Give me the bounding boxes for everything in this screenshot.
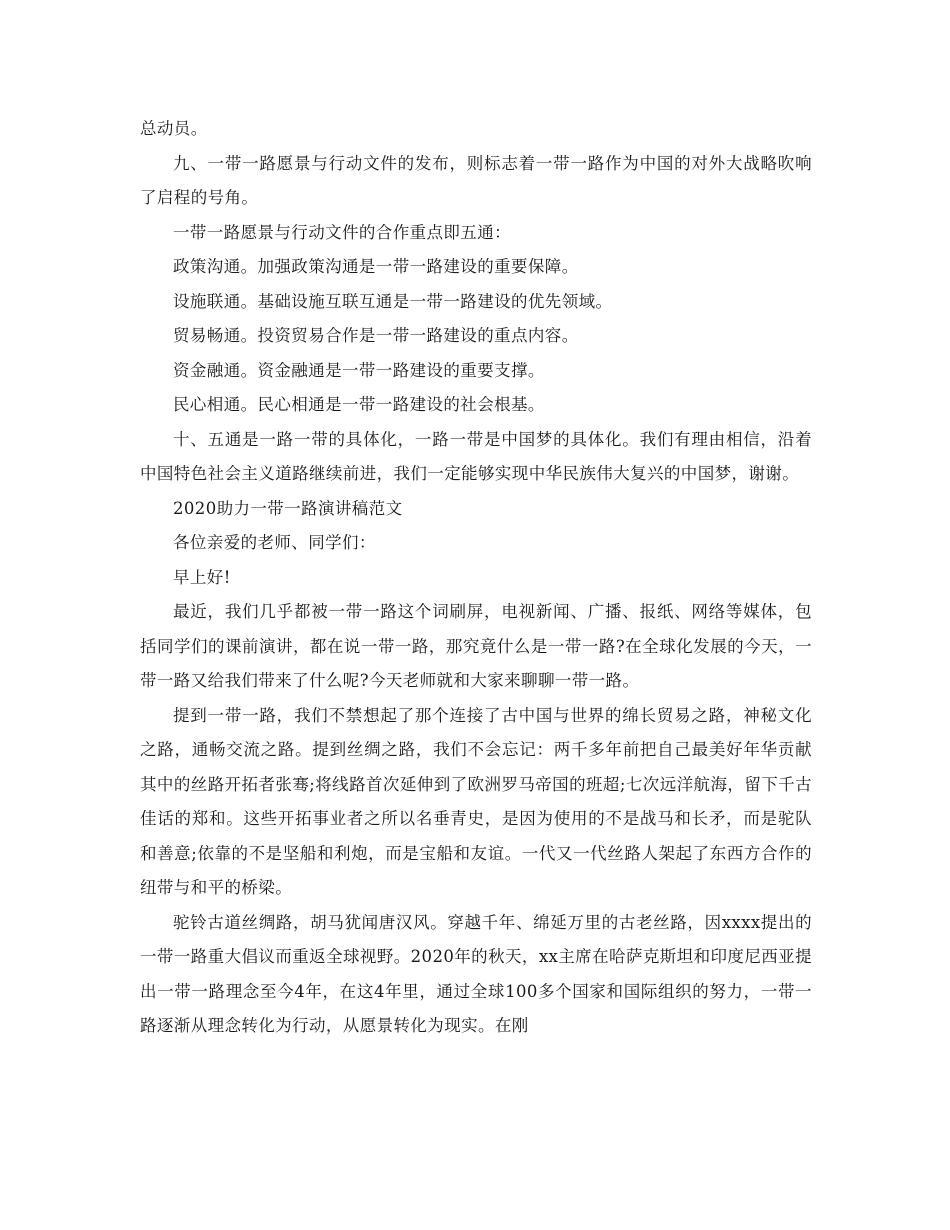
section-title: 2020助力一带一路演讲稿范文	[173, 498, 403, 518]
paragraph: 总动员。	[140, 119, 208, 138]
salutation: 各位亲爱的老师、同学们：	[173, 533, 376, 552]
paragraph: 民心相通。民心相通是一带一路建设的社会根基。	[173, 395, 545, 414]
paragraph: 十、五通是一路一带的具体化，一路一带是中国梦的具体化。我们有理由相信，沿着中国特色社会主义道路继续前进，我们一定能够实现中华民族伟大复兴的中国梦，谢谢。	[140, 429, 812, 483]
paragraph: 一带一路愿景与行动文件的合作重点即五通：	[173, 222, 511, 242]
greeting: 早上好!	[173, 567, 231, 587]
document-body	[140, 112, 812, 1044]
paragraph: 驼铃古道丝绸路，胡马犹闻唐汉风。穿越千年、绵延万里的古老丝路，因xxxx提出的一带一路重大倡议而重返全球视野。2020年的秋天，xx主席在哈萨克斯坦和印度尼西亚提出一带一路理念至今4年，在这4年里，通过全球100多个国家和国际组织的努力，一带一路逐渐从理念转化为行动，从愿景转化为现实。在刚	[140, 912, 812, 1035]
paragraph: 提到一带一路，我们不禁想起了那个连接了古中国与世界的绵长贸易之路，神秘文化之路，通畅交流之路。提到丝绸之路，我们不会忘记：两千多年前把自己最美好年华贡献其中的丝路开拓者张骞;将线路首次延伸到了欧洲罗马帝国的班超;七次远洋航海，留下千古佳话的郑和。这些开拓事业者之所以名垂青史，是因为使用的不是战马和长矛，而是驼队和善意;依靠的不是坚船和利炮，而是宝船和友谊。一代又一代丝路人架起了东西方合作的纽带与和平的桥梁。	[140, 705, 812, 897]
paragraph: 资金融通。资金融通是一带一路建设的重要支撑。	[173, 360, 545, 380]
paragraph: 九、一带一路愿景与行动文件的发布，则标志着一带一路作为中国的对外大战略吹响了启程的号角。	[140, 153, 812, 207]
paragraph: 最近，我们几乎都被一带一路这个词刷屏，电视新闻、广播、报纸、网络等媒体，包括同学们的课前演讲，都在说一带一路，那究竟什么是一带一路?在全球化发展的今天，一带一路又给我们带来了什么呢?今天老师就和大家来聊聊一带一路。	[140, 602, 812, 690]
paragraph: 政策沟通。加强政策沟通是一带一路建设的重要保障。	[173, 257, 579, 276]
paragraph: 贸易畅通。投资贸易合作是一带一路建设的重点内容。	[173, 326, 579, 345]
paragraph: 设施联通。基础设施互联互通是一带一路建设的优先领域。	[173, 291, 613, 311]
